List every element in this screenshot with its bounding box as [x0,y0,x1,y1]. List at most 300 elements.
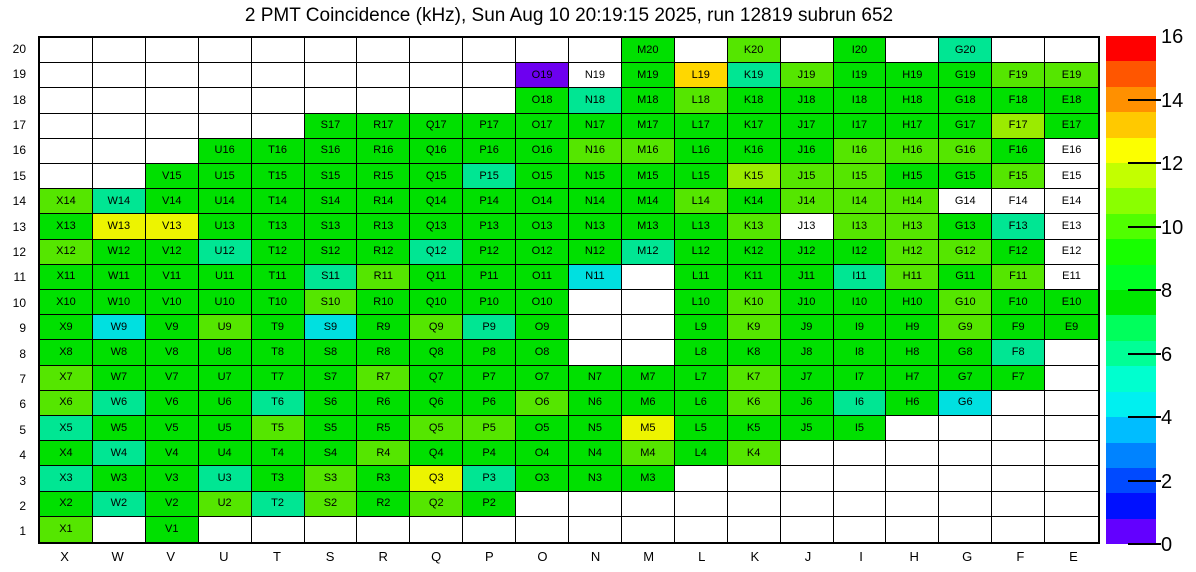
heatmap-cell: J6 [781,391,834,416]
heatmap-cell: M13 [622,214,675,239]
heatmap-cell: Q3 [410,466,463,491]
heatmap-cell: N16 [569,139,622,164]
heatmap-cell: N3 [569,466,622,491]
heatmap-cell-empty [93,63,146,88]
heatmap-cell-empty [410,517,463,542]
heatmap-cell: Q4 [410,441,463,466]
heatmap-cell-empty [781,38,834,63]
heatmap-cell: K9 [728,315,781,340]
heatmap-cell: K17 [728,114,781,139]
colorbar-tick [1128,226,1161,228]
colorbar-band [1106,392,1156,417]
heatmap-cell: P16 [463,139,516,164]
heatmap-cell: J17 [781,114,834,139]
heatmap-cell: O19 [516,63,569,88]
heatmap-cell: L19 [675,63,728,88]
heatmap-cell: H10 [886,290,939,315]
heatmap-cell: I8 [834,340,887,365]
heatmap-cell: J11 [781,265,834,290]
heatmap-cell: T10 [252,290,305,315]
heatmap-cell-empty [622,340,675,365]
heatmap-cell: O15 [516,164,569,189]
y-axis-tick-label: 2 [19,498,26,513]
colorbar-tick [1128,289,1161,291]
heatmap-cell: H19 [886,63,939,88]
colorbar-band [1106,239,1156,264]
heatmap-cell: H15 [886,164,939,189]
heatmap-cell: M15 [622,164,675,189]
heatmap-cell-empty [622,492,675,517]
heatmap-cell: L17 [675,114,728,139]
heatmap-cell-empty [305,38,358,63]
heatmap-cell: K20 [728,38,781,63]
heatmap-cell: L18 [675,88,728,113]
heatmap-cell: K4 [728,441,781,466]
y-axis-tick-label: 20 [12,41,26,56]
heatmap-cell: I15 [834,164,887,189]
heatmap-cell: O12 [516,240,569,265]
heatmap-cell: L13 [675,214,728,239]
heatmap-cell: L8 [675,340,728,365]
heatmap-cell-empty [728,492,781,517]
heatmap-cell: W14 [93,189,146,214]
colorbar-tick-label: 2 [1161,470,1173,493]
heatmap-cell-empty [1045,517,1098,542]
heatmap-cell: O10 [516,290,569,315]
heatmap-cell: K12 [728,240,781,265]
heatmap-cell: F16 [992,139,1045,164]
heatmap-cell: I13 [834,214,887,239]
heatmap-cell: G8 [939,340,992,365]
heatmap-cell: W3 [93,466,146,491]
x-axis-tick-label: T [272,549,281,564]
heatmap-cell: P10 [463,290,516,315]
heatmap-cell: P5 [463,416,516,441]
heatmap-cell: E19 [1045,63,1098,88]
colorbar-tick-label: 8 [1161,280,1173,302]
heatmap-cell: O9 [516,315,569,340]
heatmap-cell-empty [357,63,410,88]
x-axis-tick-label: I [859,549,863,564]
x-axis-tick-label: N [590,549,601,564]
heatmap-cell: R6 [357,391,410,416]
heatmap-cell: O7 [516,366,569,391]
heatmap-cell: X8 [40,340,93,365]
heatmap-cell: W12 [93,240,146,265]
heatmap-cell: I11 [834,265,887,290]
heatmap-cell: T5 [252,416,305,441]
heatmap-cell: I7 [834,366,887,391]
heatmap-cell: T11 [252,265,305,290]
heatmap-cell: H18 [886,88,939,113]
heatmap-cell: F11 [992,265,1045,290]
heatmap-cell: P2 [463,492,516,517]
heatmap-cell: J18 [781,88,834,113]
heatmap-cell: S12 [305,240,358,265]
colorbar-tick-label: 16 [1161,26,1184,48]
heatmap-cell-empty [569,517,622,542]
heatmap-cell-empty [93,517,146,542]
heatmap-cell: W9 [93,315,146,340]
heatmap-cell: I20 [834,38,887,63]
x-axis-tick-label: V [166,549,176,564]
heatmap-cell: M5 [622,416,675,441]
heatmap-cell-empty [1045,466,1098,491]
colorbar-band [1106,493,1156,518]
heatmap-cell: U16 [199,139,252,164]
heatmap-cell: J19 [781,63,834,88]
x-axis-tick-label: P [485,549,494,564]
heatmap-cell: J15 [781,164,834,189]
heatmap-cell-empty [199,114,252,139]
heatmap-cell: M16 [622,139,675,164]
colorbar-band [1106,366,1156,391]
heatmap-cell: E16 [1045,139,1098,164]
heatmap-cell: T3 [252,466,305,491]
heatmap-cell: U13 [199,214,252,239]
heatmap-cell: O11 [516,265,569,290]
heatmap-cell: T6 [252,391,305,416]
heatmap-cell: O3 [516,466,569,491]
heatmap-cell-empty [93,114,146,139]
heatmap-cell: G13 [939,214,992,239]
heatmap-cell-empty [886,38,939,63]
heatmap-cell: P15 [463,164,516,189]
y-axis-tick-label: 6 [19,397,26,412]
heatmap-cell-empty [1045,492,1098,517]
x-axis-labels [38,549,1100,567]
heatmap-cell: G12 [939,240,992,265]
colorbar-tick [1128,480,1161,482]
heatmap-cell: U12 [199,240,252,265]
heatmap-cell: M19 [622,63,675,88]
colorbar-band [1106,519,1156,544]
heatmap-cell: W7 [93,366,146,391]
heatmap-cell: Q17 [410,114,463,139]
x-axis-tick-label: G [962,549,973,564]
heatmap-cell: P11 [463,265,516,290]
heatmap-cell-empty [252,63,305,88]
heatmap-cell: T12 [252,240,305,265]
heatmap-cell: R7 [357,366,410,391]
y-axis-tick-label: 13 [12,219,26,234]
heatmap-cell: L15 [675,164,728,189]
heatmap-cell-empty [305,517,358,542]
heatmap-cell-empty [992,466,1045,491]
heatmap-cell: H8 [886,340,939,365]
heatmap-cell-empty [781,492,834,517]
heatmap-cell-empty [463,88,516,113]
heatmap-cell: I18 [834,88,887,113]
heatmap-cell-empty [463,517,516,542]
heatmap-cell: E17 [1045,114,1098,139]
heatmap-cell: U7 [199,366,252,391]
heatmap-cell-empty [93,164,146,189]
heatmap-cell: P12 [463,240,516,265]
heatmap-cell: X1 [40,517,93,542]
heatmap-cell: Q13 [410,214,463,239]
heatmap-cell-empty [40,63,93,88]
heatmap-cell: R16 [357,139,410,164]
heatmap-cell-empty [886,441,939,466]
heatmap-cell: I5 [834,416,887,441]
heatmap-cell: F15 [992,164,1045,189]
heatmap-cell-empty [40,164,93,189]
heatmap-cell: Q10 [410,290,463,315]
heatmap-cell: G6 [939,391,992,416]
heatmap-cell: U5 [199,416,252,441]
heatmap-cell-empty [675,466,728,491]
y-axis-tick-label: 11 [13,270,26,285]
heatmap-cell-empty [886,416,939,441]
heatmap-cell-empty [992,492,1045,517]
heatmap-cell-empty [886,492,939,517]
x-axis-tick-label: W [111,549,124,564]
heatmap-cell: T2 [252,492,305,517]
heatmap-cell-empty [93,88,146,113]
heatmap-cell: L9 [675,315,728,340]
heatmap-cell: H14 [886,189,939,214]
heatmap-cell: S17 [305,114,358,139]
x-axis-tick-label: Q [431,549,442,564]
heatmap-cell-empty [516,38,569,63]
heatmap-cell-empty [834,441,887,466]
heatmap-cell-empty [40,38,93,63]
heatmap-cell: V12 [146,240,199,265]
heatmap-cell-empty [410,63,463,88]
heatmap-cell: O16 [516,139,569,164]
colorbar-band [1106,188,1156,213]
heatmap-cell-empty [622,265,675,290]
heatmap-cell-empty [939,416,992,441]
heatmap-cell-empty [939,441,992,466]
heatmap-cell: L12 [675,240,728,265]
heatmap-cell: U9 [199,315,252,340]
heatmap-cell: F10 [992,290,1045,315]
colorbar-band [1106,112,1156,137]
heatmap-cell: K6 [728,391,781,416]
y-axis-tick-label: 19 [12,67,26,82]
heatmap-cell: U15 [199,164,252,189]
heatmap-cell: X10 [40,290,93,315]
heatmap-cell-empty [199,517,252,542]
colorbar-tick-label: 0 [1161,534,1173,556]
heatmap-cell: P4 [463,441,516,466]
heatmap-cell: K7 [728,366,781,391]
heatmap-cell: K5 [728,416,781,441]
colorbar-tick-label: 4 [1161,407,1173,429]
heatmap-cell: L10 [675,290,728,315]
heatmap-cell-empty [781,466,834,491]
heatmap-cell: W11 [93,265,146,290]
heatmap-cell: L11 [675,265,728,290]
y-axis-tick-label: 18 [12,92,26,107]
heatmap-cell: E12 [1045,240,1098,265]
heatmap-cell: N18 [569,88,622,113]
y-axis-tick-label: 10 [12,295,26,310]
heatmap-cell: T9 [252,315,305,340]
heatmap-cell: G17 [939,114,992,139]
colorbar-tick-label: 12 [1161,153,1184,175]
heatmap-cell-empty [834,466,887,491]
heatmap-cell: O5 [516,416,569,441]
heatmap-cell: H17 [886,114,939,139]
heatmap-cell: R5 [357,416,410,441]
heatmap-cell: P13 [463,214,516,239]
heatmap-cell: V14 [146,189,199,214]
heatmap-cell: R14 [357,189,410,214]
heatmap-cell: S11 [305,265,358,290]
heatmap-cell: R12 [357,240,410,265]
heatmap-cell: X14 [40,189,93,214]
heatmap-cell: T4 [252,441,305,466]
heatmap-cell: I12 [834,240,887,265]
heatmap-cell: J8 [781,340,834,365]
heatmap-cell: F7 [992,366,1045,391]
heatmap-cell: J5 [781,416,834,441]
heatmap-cell-empty [410,38,463,63]
heatmap-cell: X6 [40,391,93,416]
y-axis-tick-label: 15 [12,168,26,183]
heatmap-cell: I19 [834,63,887,88]
heatmap-cell: F14 [992,189,1045,214]
colorbar-band [1106,290,1156,315]
heatmap-cell: N15 [569,164,622,189]
heatmap-cell: O6 [516,391,569,416]
x-axis-tick-label: E [1069,549,1078,564]
heatmap-cell-empty [357,88,410,113]
heatmap-cell-empty [516,492,569,517]
heatmap-cell: J9 [781,315,834,340]
heatmap-cell: N6 [569,391,622,416]
heatmap-cell-empty [516,517,569,542]
x-axis-tick-label: K [750,549,760,564]
heatmap-cell-empty [463,63,516,88]
heatmap-cell: R2 [357,492,410,517]
heatmap-cell: N14 [569,189,622,214]
heatmap-cell: V1 [146,517,199,542]
heatmap-cell: T13 [252,214,305,239]
heatmap-cell: V2 [146,492,199,517]
heatmap-cell: E14 [1045,189,1098,214]
heatmap-cell: V13 [146,214,199,239]
heatmap-cell: S6 [305,391,358,416]
heatmap-cell: V5 [146,416,199,441]
heatmap-cell: H13 [886,214,939,239]
heatmap-cell: Q6 [410,391,463,416]
heatmap-cell: O18 [516,88,569,113]
heatmap-cell: R4 [357,441,410,466]
heatmap-cell: Q11 [410,265,463,290]
y-axis-tick-label: 16 [12,143,26,158]
heatmap-cell-empty [622,315,675,340]
heatmap-cell: R9 [357,315,410,340]
heatmap-cell-empty [569,315,622,340]
heatmap-cell-empty [199,88,252,113]
heatmap-cell-empty [675,492,728,517]
heatmap-cell: I9 [834,315,887,340]
heatmap-cell: L4 [675,441,728,466]
heatmap-cell-empty [992,38,1045,63]
heatmap-cell: M14 [622,189,675,214]
heatmap-cell: N19 [569,63,622,88]
heatmap-cell: T15 [252,164,305,189]
heatmap-cell-empty [569,492,622,517]
y-axis-tick-label: 5 [19,422,26,437]
heatmap-cell: P7 [463,366,516,391]
heatmap-cell-empty [146,88,199,113]
colorbar-band [1106,443,1156,468]
heatmap-cell: U14 [199,189,252,214]
heatmap-cell-empty [199,38,252,63]
heatmap-cell: W8 [93,340,146,365]
x-axis-tick-label: L [698,549,706,564]
heatmap-cell: H7 [886,366,939,391]
heatmap-cell: M3 [622,466,675,491]
heatmap-cell-empty [252,88,305,113]
heatmap-cell-empty [569,340,622,365]
heatmap-cell: O13 [516,214,569,239]
heatmap-cell: Q5 [410,416,463,441]
heatmap-cell: U2 [199,492,252,517]
heatmap-cell: N7 [569,366,622,391]
heatmap-cell: P6 [463,391,516,416]
heatmap-cell: N12 [569,240,622,265]
heatmap-cell: J16 [781,139,834,164]
y-axis-tick-label: 1 [19,524,26,539]
heatmap-cell: Q16 [410,139,463,164]
heatmap-cell: J13 [781,214,834,239]
colorbar-band [1106,315,1156,340]
heatmap-cell: N4 [569,441,622,466]
heatmap-cell: G14 [939,189,992,214]
colorbar-tick-label: 10 [1161,216,1184,239]
heatmap-cell-empty [410,88,463,113]
heatmap-cell: G20 [939,38,992,63]
heatmap-cell: P14 [463,189,516,214]
heatmap-cell: G16 [939,139,992,164]
heatmap-cell: L14 [675,189,728,214]
heatmap-cell: M20 [622,38,675,63]
colorbar-tick [1128,543,1161,545]
heatmap-cell: G11 [939,265,992,290]
heatmap-cell: H6 [886,391,939,416]
y-axis-tick-label: 9 [19,321,26,336]
x-axis-tick-label: S [325,549,335,564]
x-axis-tick-label: J [804,549,812,564]
heatmap-cell: K19 [728,63,781,88]
heatmap-cell: N17 [569,114,622,139]
heatmap-cell-empty [357,517,410,542]
heatmap-cell: M6 [622,391,675,416]
heatmap-cell: U3 [199,466,252,491]
heatmap-cell: T16 [252,139,305,164]
heatmap-cell-empty [1045,391,1098,416]
heatmap-cell: V3 [146,466,199,491]
heatmap-cell-empty [622,290,675,315]
heatmap-cell: S15 [305,164,358,189]
heatmap-cell: G19 [939,63,992,88]
heatmap-cell: Q8 [410,340,463,365]
heatmap-cell: M4 [622,441,675,466]
heatmap-cell: N13 [569,214,622,239]
heatmap-cell: E10 [1045,290,1098,315]
colorbar-tick [1128,353,1161,355]
heatmap-cell: X4 [40,441,93,466]
heatmap-cell: H12 [886,240,939,265]
heatmap-cell: I10 [834,290,887,315]
heatmap-cell: E13 [1045,214,1098,239]
